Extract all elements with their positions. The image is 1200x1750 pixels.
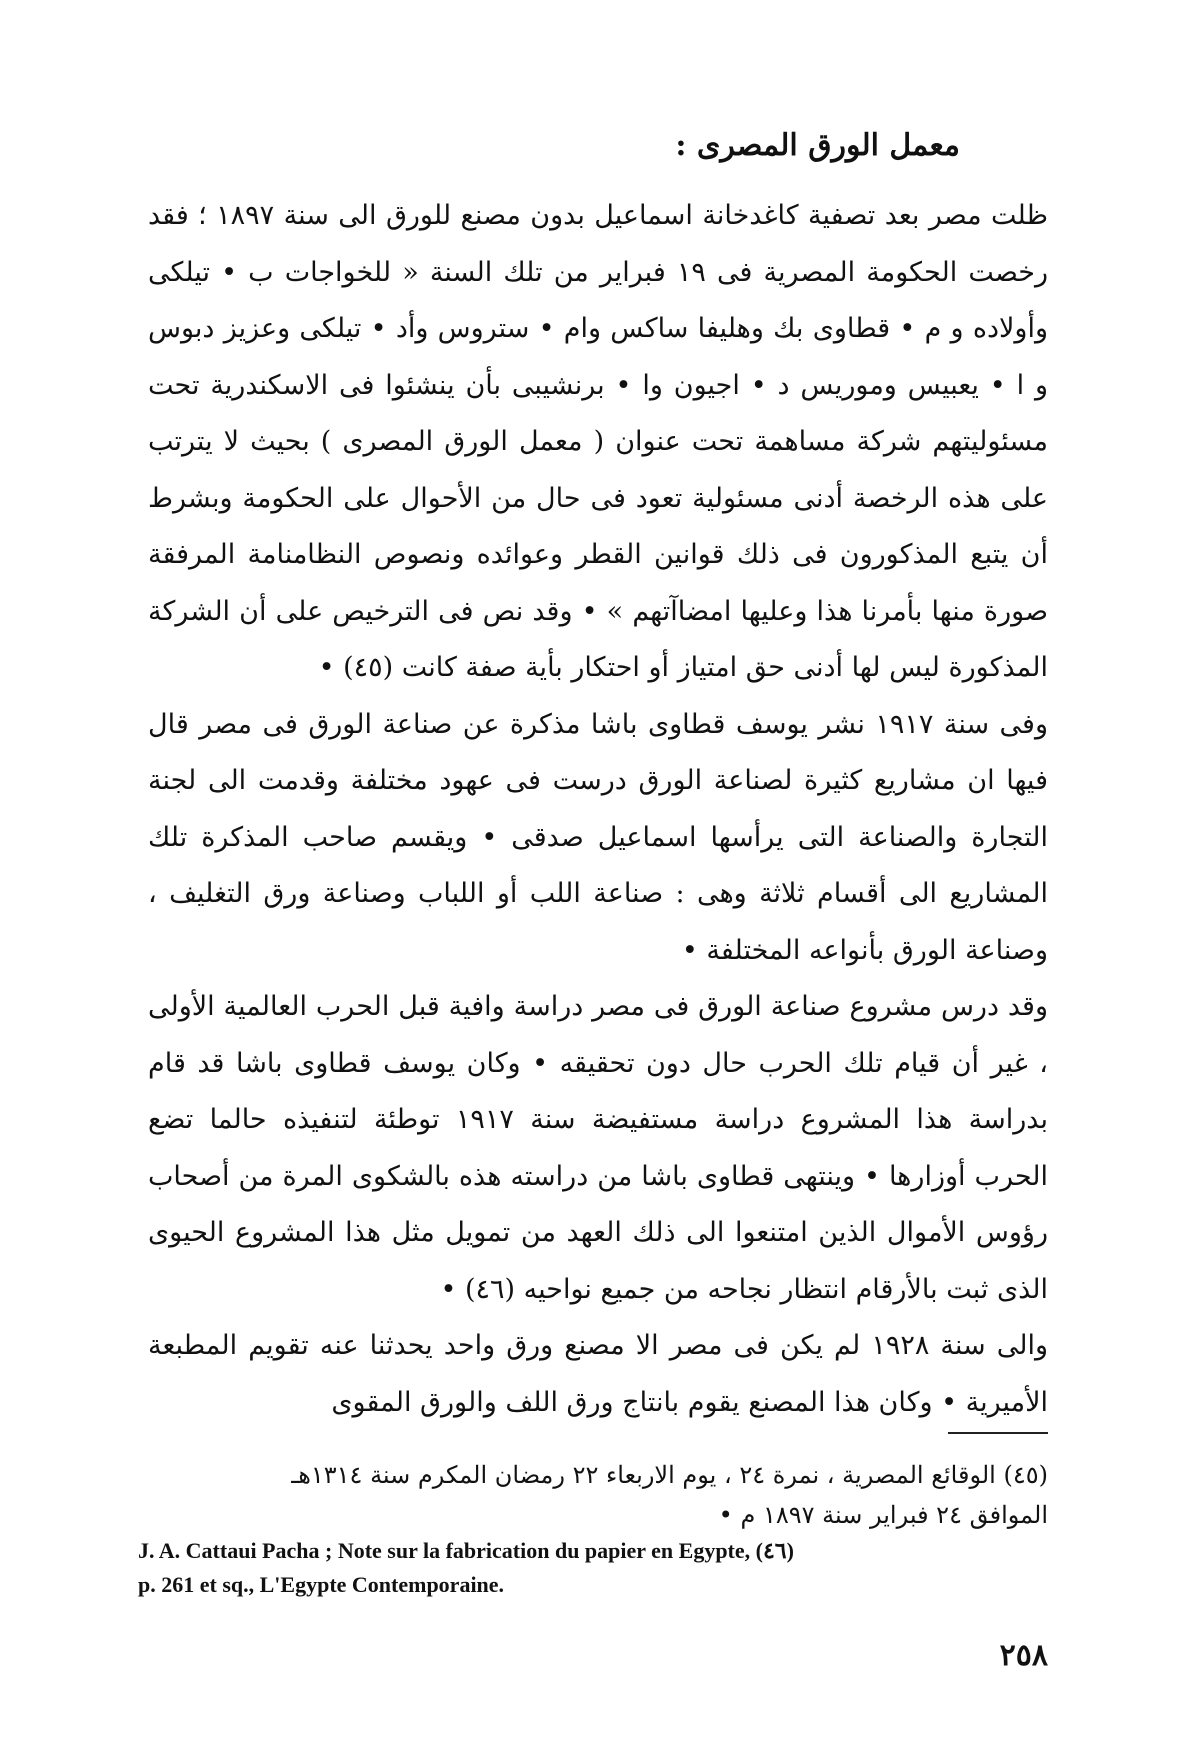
footnote-46-line-1: J. A. Cattaui Pacha ; Note sur la fabrication du papier en Egypte, (٤٦) bbox=[138, 1538, 794, 1563]
footnote-46-line-2: p. 261 et sq., L'Egypte Contemporaine. bbox=[138, 1572, 505, 1597]
footnote-45-line-1: (٤٥) الوقائع المصرية ، نمرة ٢٤ ، يوم الاربعاء ٢٢ رمضان المكرم سنة ١٣١٤هـ bbox=[291, 1461, 1048, 1489]
footnote-divider bbox=[948, 1432, 1048, 1434]
footnotes-arabic bbox=[148, 1455, 1048, 1535]
footnotes-latin bbox=[138, 1534, 1038, 1602]
paragraph: والى سنة ١٩٢٨ لم يكن فى مصر الا مصنع ورق واحد يحدثنا عنه تقويم المطبعة الأميرية • وكان هذا المصنع يقوم بانتاج ورق اللف والورق المقوى bbox=[148, 1330, 1048, 1418]
paragraph: وقد درس مشروع صناعة الورق فى مصر دراسة وافية قبل الحرب العالمية الأولى ، غير أن قيام تلك الحرب حال دون تحقيقه • وكان يوسف قطاوى باشا قد قام بدراسة هذا المشروع دراسة مستفيضة سنة ١٩١٧ توطئة لتنفيذه حالما تضع الحرب أوزارها • وينتهى قطاوى باشا من دراسته هذه بالشكوى المرة من أصحاب رؤوس الأموال الذين امتنعوا الى ذلك العهد من تمويل مثل هذا المشروع الحيوى الذى ثبت بالأرقام انتظار نجاحه من جميع نواحيه (٤٦) • bbox=[148, 991, 1048, 1305]
page-number: ٢٥٨ bbox=[999, 1638, 1048, 1673]
paragraph: ظلت مصر بعد تصفية كاغدخانة اسماعيل بدون مصنع للورق الى سنة ١٨٩٧ ؛ فقد رخصت الحكومة المصرية فى ١٩ فبراير من تلك السنة « للخواجات ب • تيلكى وأولاده و م • قطاوى بك وهليفا ساكس وام • ستروس وأد • تيلكى وعزيز دبوس و ا • يعبيس وموريس د • اجيون وا • برنشيبى بأن ينشئوا فى الاسكندرية تحت مسئوليتهم شركة مساهمة تحت عنوان ( معمل الورق المصرى ) بحيث لا يترتب على هذه الرخصة أدنى مسئولية تعود فى حال من الأحوال على الحكومة وبشرط أن يتبع المذكورون فى ذلك قوانين القطر وعوائده ونصوص النظامنامة المرفقة صورة منها بأمرنا هذا وعليها امضاآتهم » • وقد نص فى الترخيص على أن الشركة المذكورة ليس لها أدنى حق امتياز أو احتكار بأية صفة كانت (٤٥) • bbox=[148, 200, 1048, 683]
section-heading: معمل الورق المصرى : bbox=[675, 128, 960, 163]
paragraph: وفى سنة ١٩١٧ نشر يوسف قطاوى باشا مذكرة عن صناعة الورق فى مصر قال فيها ان مشاريع كثيرة لصناعة الورق درست فى عهود مختلفة وقدمت الى لجنة التجارة والصناعة التى يرأسها اسماعيل صدقى • ويقسم صاحب المذكرة تلك المشاريع الى أقسام ثلاثة وهى : صناعة اللب أو اللباب وصناعة ورق التغليف ، وصناعة الورق بأنواعه المختلفة • bbox=[148, 708, 1048, 966]
body-text bbox=[148, 188, 1048, 1431]
footnote-45-line-2: الموافق ٢٤ فبراير سنة ١٨٩٧ م • bbox=[718, 1501, 1048, 1529]
